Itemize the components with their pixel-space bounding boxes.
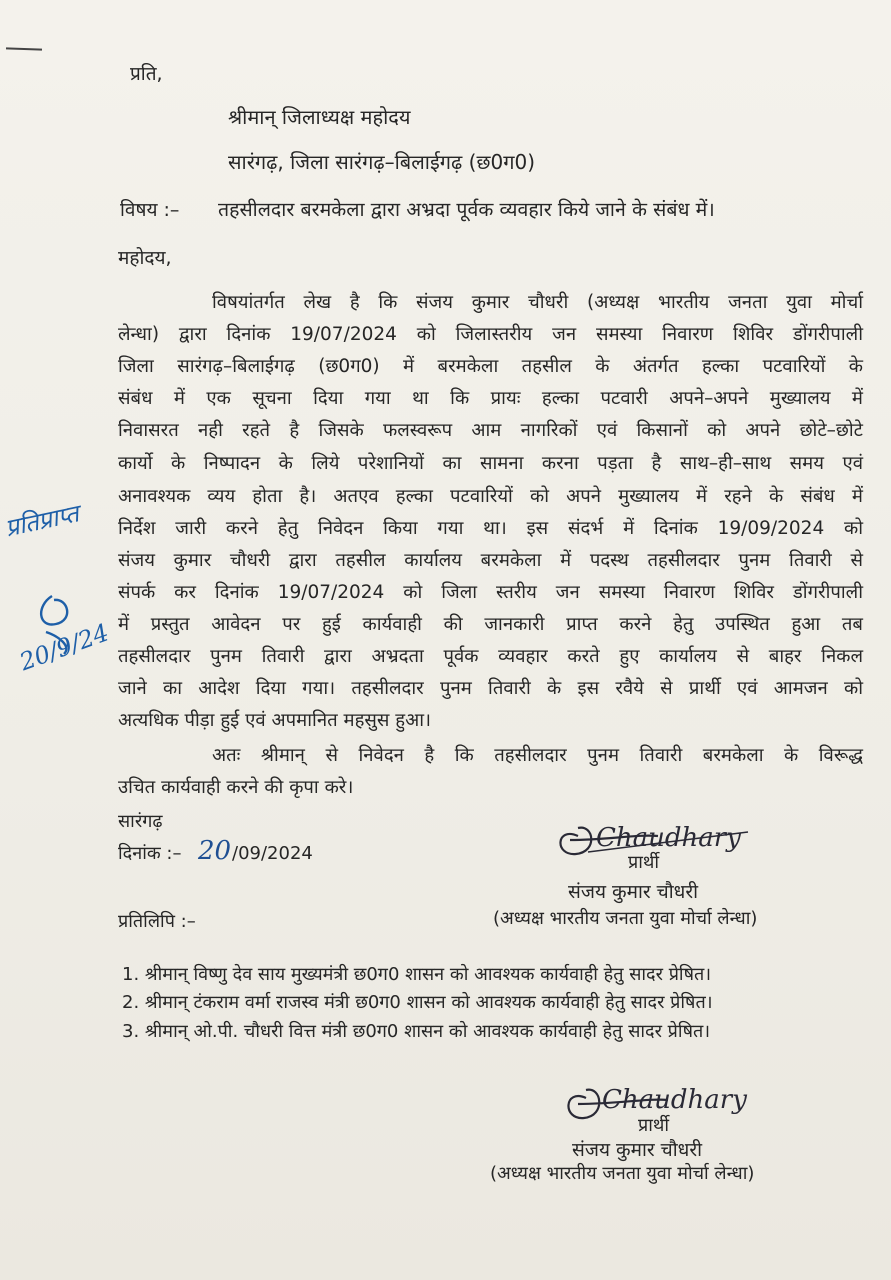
signer-name-1: संजय कुमार चौधरी <box>568 881 699 903</box>
body-line: संबंध में एक सूचना दिया गया था कि प्रायः हल्का पटवारी अपने–अपने मुख्यालय में <box>118 388 863 409</box>
date-rest: /09/2024 <box>232 843 313 864</box>
margin-note-date: 20/9/24 <box>16 618 113 677</box>
subject-label: विषय :– <box>120 199 180 221</box>
signature-2-text: Chaudhary <box>602 1085 747 1115</box>
subject-text: तहसीलदार बरमकेला द्वारा अभ्रदा पूर्वक व्यवहार किये जाने के संबंध में। <box>218 198 715 221</box>
date-label: दिनांक :– <box>118 843 182 864</box>
body-line: में प्रस्तुत आवेदन पर हुई कार्यवाही की जानकारी प्राप्त करने हेतु उपस्थित हुआ तब <box>118 614 863 635</box>
copy-item: 2. श्रीमान् टंकराम वर्मा राजस्व मंत्री छ0ग0 शासन को आवश्यक कार्यवाही हेतु सादर प्रेषित। <box>122 992 713 1013</box>
body-line: कार्यो के निष्पादन के लिये परेशानियों का सामना करना पड़ता है साथ–ही–साथ समय एवं <box>118 453 863 474</box>
body-line: जिला सारंगढ़–बिलाईगढ़ (छ0ग0) में बरमकेला तहसील के अंतर्गत हल्का पटवारियों के <box>118 356 863 377</box>
signer-role-1: प्रार्थी <box>628 852 660 873</box>
margin-note-received: प्रतिप्राप्त <box>2 499 82 543</box>
body-line: अत्यधिक पीड़ा हुई एवं अपमानित महसुस हुआ। <box>118 710 432 731</box>
pen-mark <box>6 47 42 50</box>
body-line: जाने का आदेश दिया गया। तहसीलदार पुनम तिवारी के इस रवैये से प्रार्थी एवं आमजन को <box>118 678 863 699</box>
request-line: उचित कार्यवाही करने की कृपा करे। <box>118 777 354 798</box>
signature-1 <box>548 806 778 866</box>
date-day-handwritten: 20 <box>198 836 232 866</box>
body-line: निर्देश जारी करने हेतु निवेदन किया गया था। इस संदर्भ में दिनांक 19/09/2024 को <box>118 518 863 539</box>
body-line: संजय कुमार चौधरी द्वारा तहसील कार्यालय बरमकेला में पदस्थ तहसीलदार पुनम तिवारी से <box>118 550 863 571</box>
body-line: विषयांतर्गत लेख है कि संजय कुमार चौधरी (अध्यक्ष भारतीय जनता युवा मोर्चा <box>212 292 863 313</box>
copy-item: 3. श्रीमान् ओ.पी. चौधरी वित्त मंत्री छ0ग0 शासन को आवश्यक कार्यवाही हेतु सादर प्रेषित। <box>122 1021 711 1042</box>
request-line: अतः श्रीमान् से निवेदन है कि तहसीलदार पुनम तिवारी बरमकेला के विरूद्ध <box>212 745 863 766</box>
recipient-address: सारंगढ़, जिला सारंगढ़–बिलाईगढ़ (छ0ग0) <box>228 150 536 174</box>
body-line: संपर्क कर दिनांक 19/07/2024 को जिला स्तरीय जन समस्या निवारण शिविर डोंगरीपाली <box>118 582 863 603</box>
signature-1-text: Chaudhary <box>596 823 741 853</box>
body-line: निवासरत नही रहते है जिसके फलस्वरूप आम नागरिकों एवं किसानों को अपने छोटे–छोटे <box>118 420 863 441</box>
signer-name-2: संजय कुमार चौधरी <box>572 1139 703 1161</box>
body-line: लेन्धा) द्वारा दिनांक 19/07/2024 को जिलास्तरीय जन समस्या निवारण शिविर डोंगरीपाली <box>118 324 863 345</box>
copy-label: प्रतिलिपि :– <box>118 911 196 932</box>
body-line: अनावश्यक व्यय होता है। अतएव हल्का पटवारियों को अपने मुख्यालय में रहने के संबंध में <box>118 486 863 507</box>
prati-label: प्रति, <box>130 63 163 85</box>
body-line: तहसीलदार पुनम तिवारी द्वारा अभ्रदता पूर्वक व्यवहार करते हुए कार्यालय से बाहर निकल <box>118 646 863 667</box>
signer-title-1: (अध्यक्ष भारतीय जनता युवा मोर्चा लेन्धा) <box>493 908 758 929</box>
salutation: महोदय, <box>118 247 172 269</box>
signer-title-2: (अध्यक्ष भारतीय जनता युवा मोर्चा लेन्धा) <box>490 1163 755 1184</box>
copy-item: 1. श्रीमान् विष्णु देव साय मुख्यमंत्री छ0ग0 शासन को आवश्यक कार्यवाही हेतु सादर प्रेषित। <box>122 964 712 985</box>
signer-role-2: प्रार्थी <box>638 1115 670 1136</box>
place: सारंगढ़ <box>118 811 163 832</box>
recipient-title: श्रीमान् जिलाध्यक्ष महोदय <box>228 105 411 129</box>
